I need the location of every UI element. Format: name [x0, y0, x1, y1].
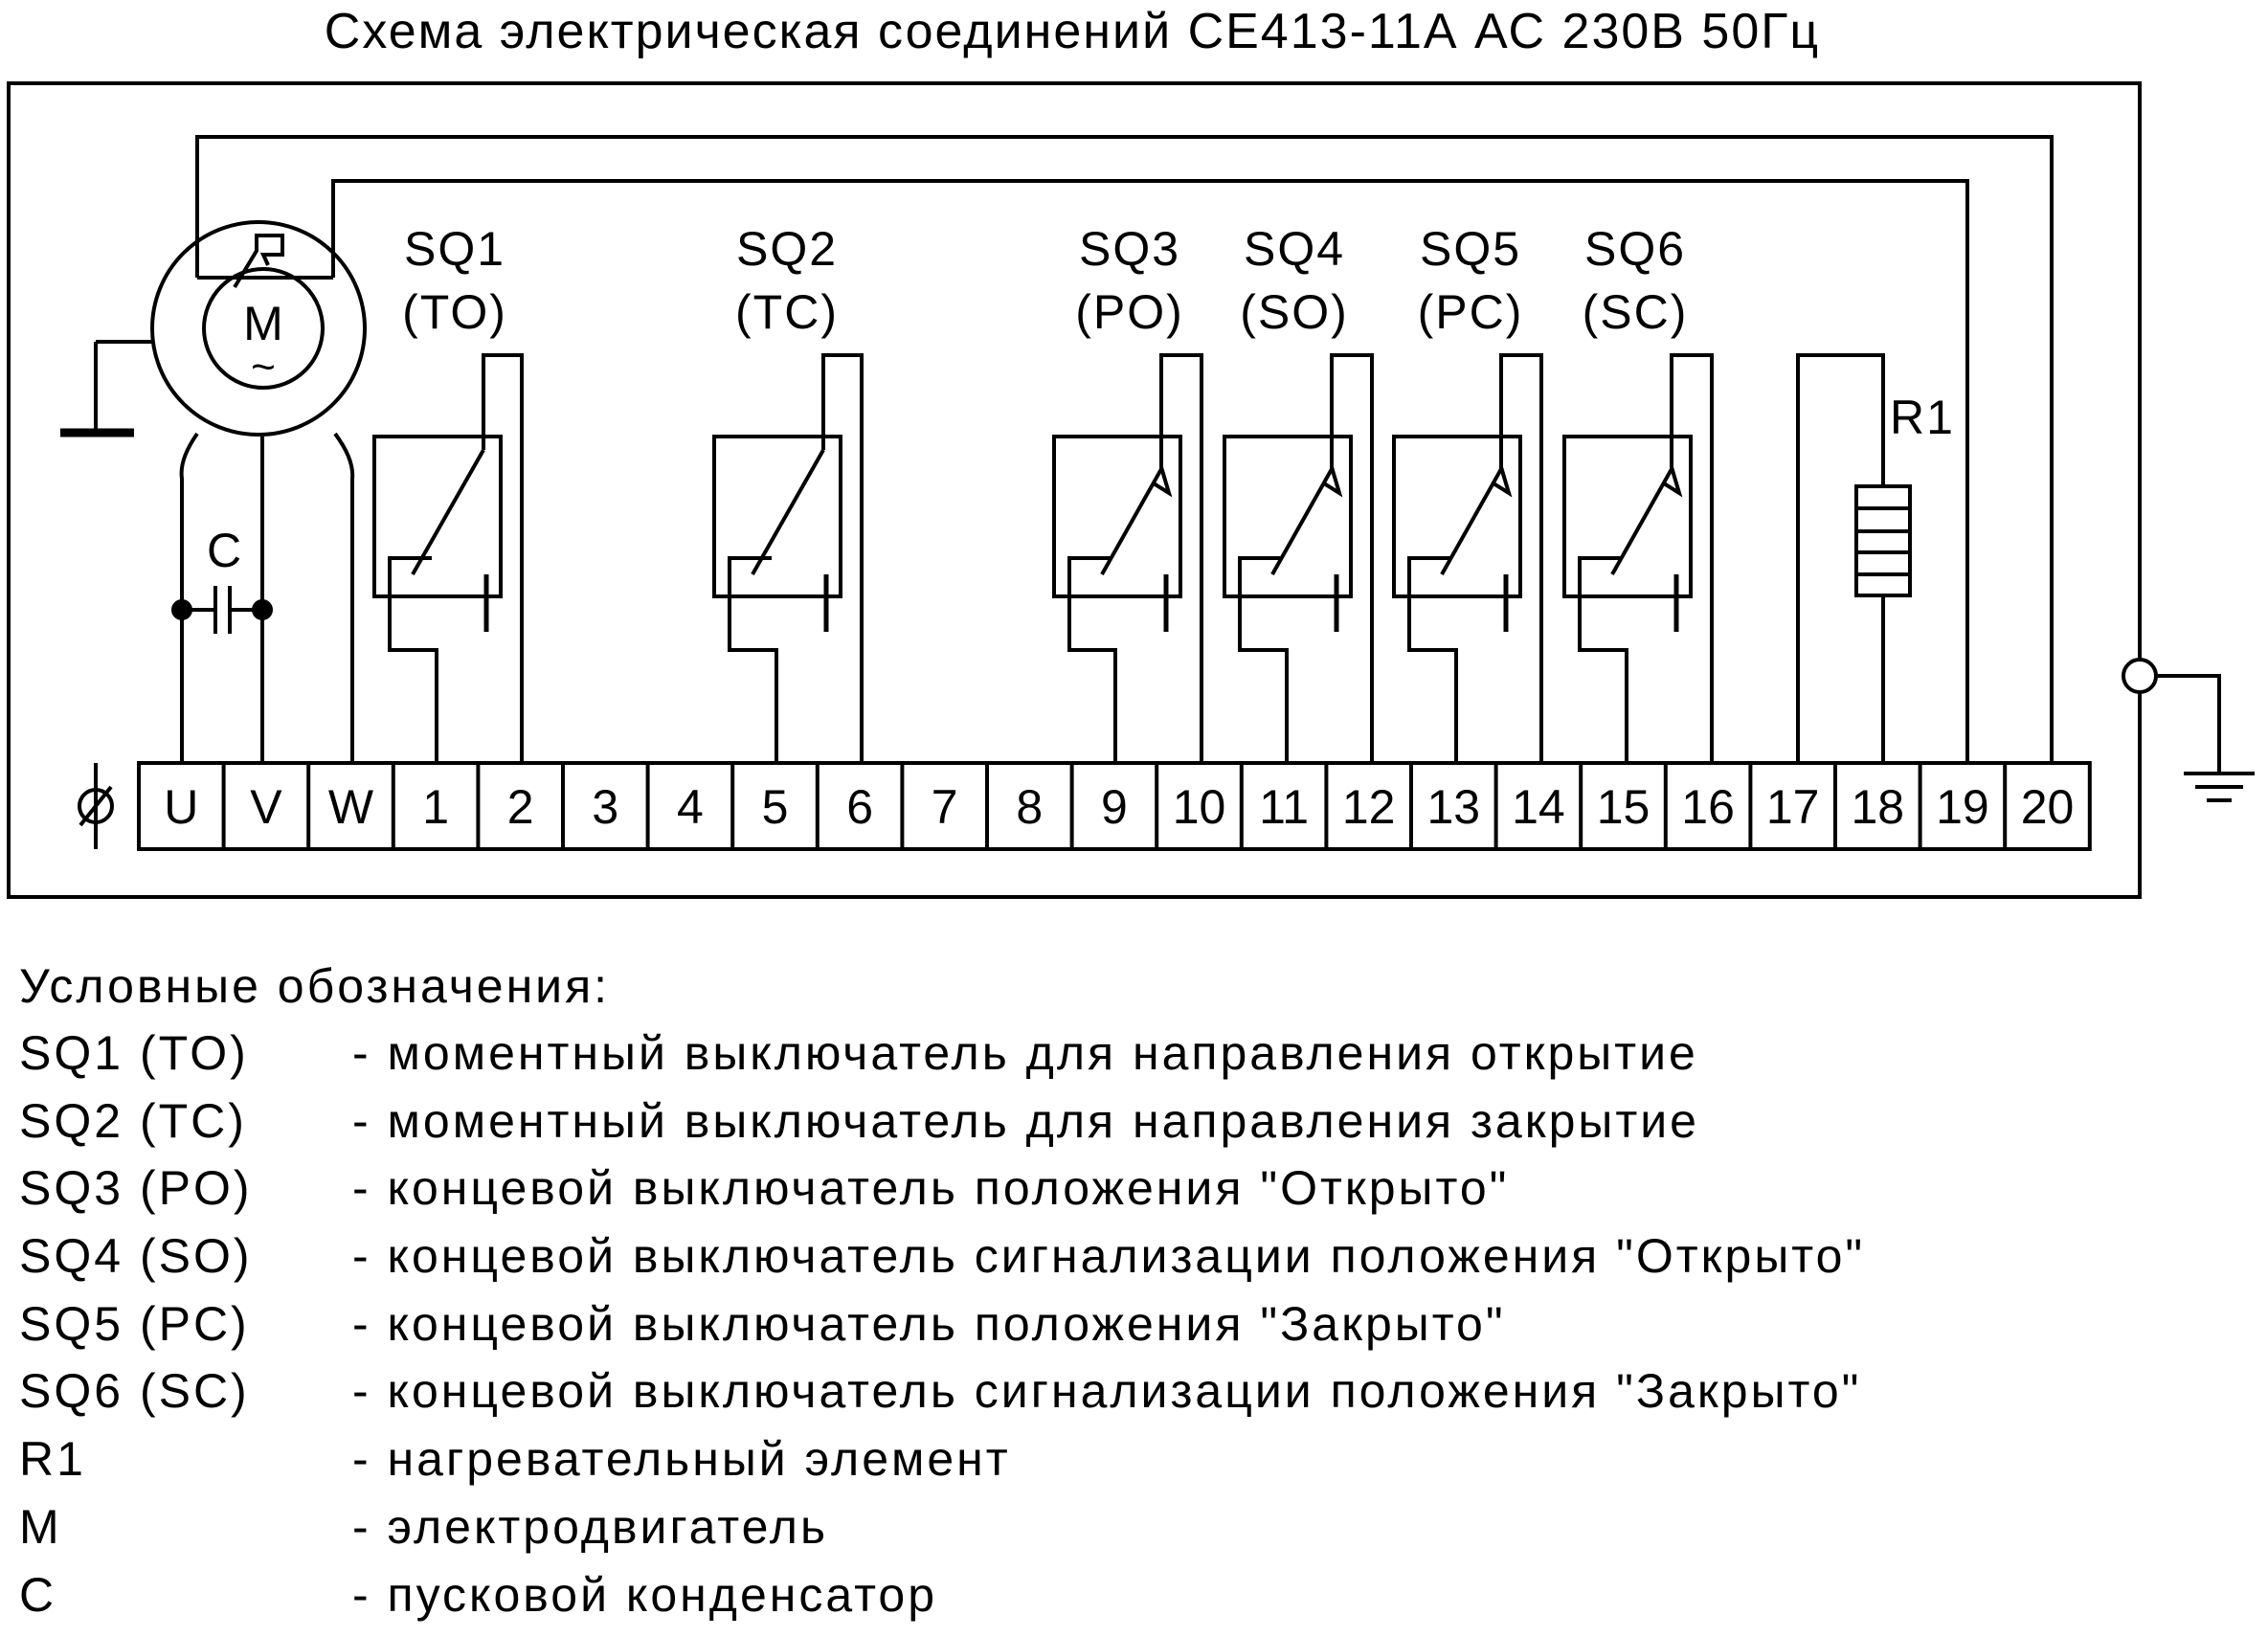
- legend-row-m: [19, 1493, 2250, 1561]
- switch-sq4: [1224, 355, 1372, 763]
- terminal-label-5: 5: [761, 780, 789, 834]
- switch-sq2: [714, 355, 862, 763]
- legend-description: - моментный выключатель для направления открытие: [352, 1026, 1698, 1080]
- terminal-label-U: U: [164, 780, 199, 834]
- legend-symbol: SQ1 (TO): [19, 1026, 249, 1080]
- switch-sub-sq5: (PC): [1417, 285, 1524, 339]
- legend-symbol: C: [19, 1567, 57, 1622]
- terminal-strip: [139, 763, 2090, 849]
- legend-description: - электродвигатель: [352, 1499, 829, 1554]
- switch-sub-sq3: (PO): [1075, 285, 1184, 339]
- terminal-label-9: 9: [1100, 780, 1128, 834]
- terminal-label-3: 3: [592, 780, 619, 834]
- terminal-label-7: 7: [931, 780, 958, 834]
- switch-sq5: [1394, 355, 1541, 763]
- switch-sub-sq1: (TO): [402, 285, 507, 339]
- switch-name-sq4: SQ4: [1243, 222, 1346, 276]
- terminal-label-W: W: [327, 780, 374, 834]
- earth-terminal-icon: [79, 763, 112, 849]
- legend-symbol: R1: [19, 1432, 86, 1487]
- terminal-label-18: 18: [1851, 780, 1905, 834]
- terminal-label-11: 11: [1259, 780, 1310, 834]
- legend-row-sq3: [19, 1155, 2250, 1222]
- terminal-label-16: 16: [1681, 780, 1735, 834]
- legend-row-r1: [19, 1425, 2250, 1493]
- legend-heading: Условные обозначения:: [19, 959, 611, 1013]
- switch-sq3: [1054, 355, 1201, 763]
- capacitor-symbol: [173, 586, 271, 634]
- switch-sub-sq2: (TC): [735, 285, 839, 339]
- legend-description: - пусковой конденсатор: [352, 1567, 938, 1622]
- terminal-label-1: 1: [422, 780, 450, 834]
- motor-letter: M: [243, 297, 283, 350]
- switch-bodies: [374, 355, 1712, 763]
- switch-sub-sq4: (SO): [1240, 285, 1349, 339]
- legend-row-sq4: [19, 1222, 2250, 1290]
- legend: [19, 953, 2250, 1628]
- legend-description: - моментный выключатель для направления закрытие: [352, 1093, 1699, 1148]
- switch-sub-sq6: (SC): [1582, 285, 1689, 339]
- terminal-label-6: 6: [846, 780, 874, 834]
- terminal-label-12: 12: [1341, 780, 1396, 834]
- heater-label: R1: [1890, 391, 1955, 444]
- diagram-title: Схема электрическая соединений СЕ413-11А АС 230В 50Гц: [324, 4, 1821, 59]
- legend-symbol: SQ5 (PC): [19, 1296, 250, 1351]
- terminal-label-8: 8: [1016, 780, 1044, 834]
- legend-row-sq2: [19, 1088, 2250, 1155]
- terminal-label-14: 14: [1512, 780, 1565, 834]
- switch-labels: [402, 222, 1688, 339]
- terminal-label-2: 2: [506, 780, 534, 834]
- legend-description: - концевой выключатель положения "Открыто": [352, 1161, 1510, 1216]
- switch-name-sq1: SQ1: [403, 222, 506, 276]
- legend-description: - концевой выключатель положения "Закрыто": [352, 1296, 1506, 1351]
- switch-name-sq2: SQ2: [735, 222, 839, 276]
- switch-sq6: [1564, 355, 1712, 763]
- ground-connection: [2123, 660, 2255, 800]
- terminal-label-13: 13: [1426, 780, 1481, 834]
- terminal-label-V: V: [250, 780, 282, 834]
- legend-symbol: SQ3 (PO): [19, 1161, 253, 1216]
- legend-symbol: SQ6 (SC): [19, 1364, 250, 1419]
- terminal-label-10: 10: [1172, 780, 1226, 834]
- legend-symbol: M: [19, 1499, 62, 1554]
- legend-row-sq1: [19, 1020, 2250, 1088]
- legend-row-sq5: [19, 1290, 2250, 1358]
- switch-name-sq3: SQ3: [1078, 222, 1181, 276]
- legend-row-c: [19, 1561, 2250, 1629]
- capacitor-label: C: [206, 524, 244, 577]
- terminal-label-17: 17: [1765, 780, 1820, 834]
- motor-tilde: ~: [251, 344, 276, 391]
- legend-description: - концевой выключатель сигнализации положения "Закрыто": [352, 1364, 1862, 1419]
- legend-description: - нагревательный элемент: [352, 1432, 1011, 1487]
- switch-name-sq6: SQ6: [1583, 222, 1687, 276]
- legend-row-sq6: [19, 1357, 2250, 1425]
- legend-symbol: SQ2 (TC): [19, 1093, 247, 1148]
- terminal-label-4: 4: [676, 780, 704, 834]
- terminal-label-19: 19: [1936, 780, 1989, 834]
- legend-description: - концевой выключатель сигнализации положения "Открыто": [352, 1229, 1866, 1284]
- switch-name-sq5: SQ5: [1419, 222, 1522, 276]
- motor-symbol: [60, 222, 365, 763]
- terminal-label-15: 15: [1596, 780, 1650, 834]
- legend-symbol: SQ4 (SO): [19, 1229, 253, 1284]
- switch-sq1: [374, 355, 522, 763]
- terminal-label-20: 20: [2020, 780, 2075, 834]
